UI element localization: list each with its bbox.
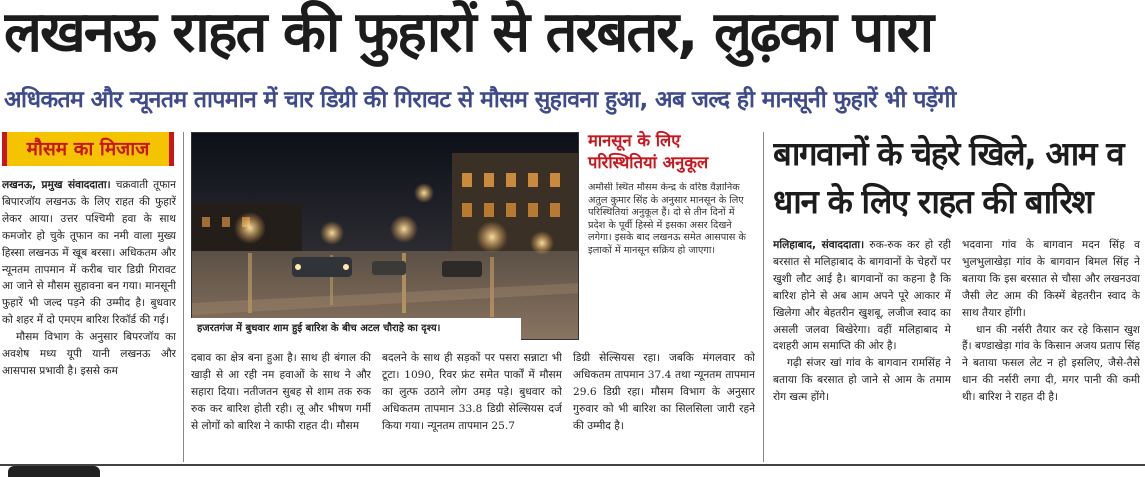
right-story-col-1: [773, 237, 951, 462]
paragraph: धान की नर्सरी तैयार कर रहे किसान खुश हैं। बण्डाखेड़ा गांव के किसान अजय प्रताप सिंह ने बताया फसल लेट न हो इसलिए, जैसे-तैसे धान की नर्सरी लगा दी, मगर पानी की कमी थी। बारिश ने राहत दी है।: [962, 323, 1140, 404]
rainy-street-photo: [192, 133, 579, 340]
paragraph: भदवाना गांव के बागवान मदन सिंह व भुलभुलाखेड़ा गांव के बागवान बिमल सिंह ने बताया कि इस बरसात से चौसा और लखनउवा जैसी लेट आम की किस्में बेहतरीन स्वाद के साथ तैयार होंगी।: [962, 239, 1140, 319]
dateline: लखनऊ, प्रमुख संवाददाता।: [2, 179, 111, 191]
main-story-col-4: [573, 350, 755, 462]
bottom-rule: [0, 464, 1145, 466]
sidebar-text: अमौसी स्थित मौसम केन्द्र के वरिष्ठ वैज्ञानिक अतुल कुमार सिंह के अनुसार मानसून के लिए परिस्थितियां अनुकूल हैं। दो से तीन दिनों में प्रदेश के पूर्वी हिस्से में इसका असर दिखने लगेगा। इसके बाद लखनऊ समेत आसपास के इलाकों में मानसून सक्रिय हो जाएगा।: [588, 182, 746, 256]
right-story-col-2: [962, 237, 1140, 462]
main-story-col-1: [2, 177, 176, 461]
paragraph: डिग्री सेल्सियस रहा। जबकि मंगलवार को अधिकतम तापमान 37.4 तथा न्यूनतम तापमान 29.6 डिग्री रहा। मौसम विभाग के अनुसार गुरुवार को भी बारिश का सिलसिला जारी रहने की उम्मीद है।: [573, 352, 755, 432]
dateline: मलिहाबाद, संवाददाता।: [773, 239, 865, 251]
column-divider: [183, 132, 184, 462]
right-story-headline: बागवानों के चेहरे खिले, आम व धान के लिए राहत की बारिश: [773, 134, 1124, 221]
column-label: मौसम का मिजाज: [2, 132, 174, 166]
page-corner-tab: [8, 466, 100, 477]
photo-caption: हजरतगंज में बुधवार शाम हुई बारिश के बीच अटल चौराहे का दृश्य।: [191, 318, 521, 340]
paragraph: दबाव का क्षेत्र बना हुआ है। साथ ही बंगाल की खाड़ी से आ रही नम हवाओं के साथ ने और सहारा दिया। नतीजतन सुबह से शाम तक रुक रुक कर बारिश होती रही। लू और भीषण गर्मी से लोगों को बारिश ने काफी राहत दी। मौसम: [191, 352, 371, 432]
news-photo: [191, 132, 579, 340]
column-divider: [763, 132, 764, 462]
main-headline: लखनऊ राहत की फुहारों से तरबतर, लुढ़का पारा: [4, 0, 933, 65]
paragraph: मौसम विभाग के अनुसार बिपरजॉय का अवशेष मध्य यूपी यानी लखनऊ और आसपास प्रभावी है। इससे कम: [2, 331, 176, 377]
paragraph: रुक-रुक कर हो रही बरसात से मलिहाबाद के बागवानों के चेहरों पर खुशी लौट आई है। बागवानों का कहना है कि बारिश होने से अब आम अपने पूरे आकार में खिलेगा और बेहतरीन खुशबू, लजीज स्वाद का असली जलवा बिखेरेगा। वहीं मलिहाबाद मे दशहरी आम समाप्ति की ओर है।: [773, 239, 951, 353]
paragraph: गढ़ी संजर खां गांव के बागवान रामसिंह ने बताया कि बरसात हो जाने से आम के तमाम रोग खत्म होंगे।: [773, 357, 951, 404]
sidebar-heading: मानसून के लिए परिस्थितियां अनुकूल: [588, 131, 709, 172]
main-story-col-2: [191, 350, 371, 462]
paragraph: बदलने के साथ ही सड़कों पर पसरा सन्नाटा भी टूटा। 1090, रिवर फ्रंट समेत पार्कों में मौसम का लुत्फ उठाने लोग उमड़ पड़े। बुधवार को अधिकतम तापमान 33.8 डिग्री सेल्सियस दर्ज किया गया। न्यूनतम तापमान 25.7: [382, 352, 562, 432]
subheadline: अधिकतम और न्यूनतम तापमान में चार डिग्री की गिरावट से मौसम सुहावना हुआ, अब जल्द ही मानसूनी फुहारें भी पड़ेंगी: [4, 87, 956, 113]
paragraph: चक्रवाती तूफान बिपारजॉय लखनऊ के लिए राहत की फुहारें लेकर आया। उत्तर पश्चिमी हवा के साथ कमजोर हो चुके तूफान का नमी वाला मुख्य हिस्सा लखनऊ में खूब बरसा। अधिकतम और न्यूनतम तापमान में करीब चार डिग्री गिरावट आ जाने से मौसम सुहावना बन गया। मानसूनी फुहारें भी जल्द पड़ने की उम्मीद है। बुधवार को शहर में दो एमएम बारिश रिकॉर्ड की गई।: [2, 179, 176, 327]
main-story-col-3: [382, 350, 562, 462]
